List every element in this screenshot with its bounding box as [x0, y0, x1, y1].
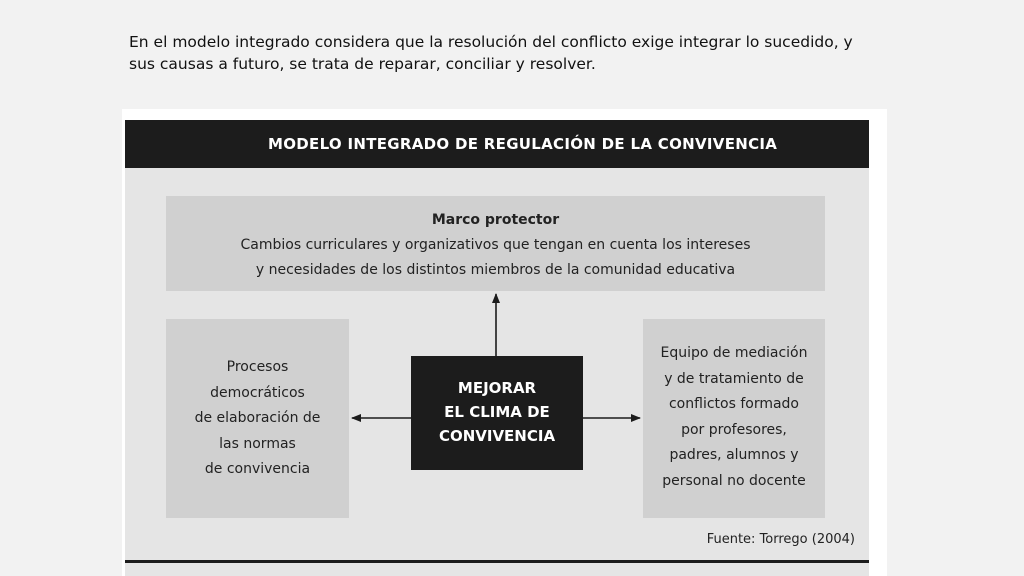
right-box-line: por profesores, — [681, 421, 787, 438]
center-box-line: MEJORAR — [457, 379, 537, 397]
center-box-line: CONVIVENCIA — [438, 427, 556, 445]
center-box-line: EL CLIMA DE — [444, 403, 550, 421]
right-box-line: conflictos formado — [668, 396, 799, 412]
diagram-panel — [125, 120, 869, 576]
right-box-line: personal no docente — [662, 472, 806, 489]
diagram-arrows — [125, 120, 869, 576]
top-box-line: y necesidades de los distintos miembros de la comunidad educativa — [255, 262, 736, 278]
diagram-figure — [122, 109, 887, 576]
bottom-rule — [125, 560, 869, 563]
diagram-title: MODELO INTEGRADO DE REGULACIÓN DE LA CONVIVENCIA — [125, 120, 869, 168]
intro-line-1: En el modelo integrado considera que la resolución del conflicto exige integrar lo sucedido, y — [129, 33, 853, 51]
intro-line-2: sus causas a futuro, se trata de reparar, conciliar y resolver. — [129, 55, 596, 73]
intro-text — [129, 31, 889, 75]
left-box-line: Procesos — [226, 359, 289, 375]
top-box-title: Marco protector — [431, 212, 560, 228]
right-box-line: padres, alumnos y — [669, 447, 799, 463]
left-box-line: las normas — [219, 435, 296, 452]
right-box-line: y de tratamiento de — [664, 370, 804, 387]
source-citation: Fuente: Torrego (2004) — [706, 532, 855, 547]
top-box-line: Cambios curriculares y organizativos que tengan en cuenta los intereses — [240, 237, 751, 253]
left-box-line: de convivencia — [204, 461, 311, 477]
left-box-line: de elaboración de — [194, 410, 321, 426]
right-box-line: Equipo de mediación — [660, 345, 808, 361]
left-box-line: democráticos — [210, 384, 305, 401]
